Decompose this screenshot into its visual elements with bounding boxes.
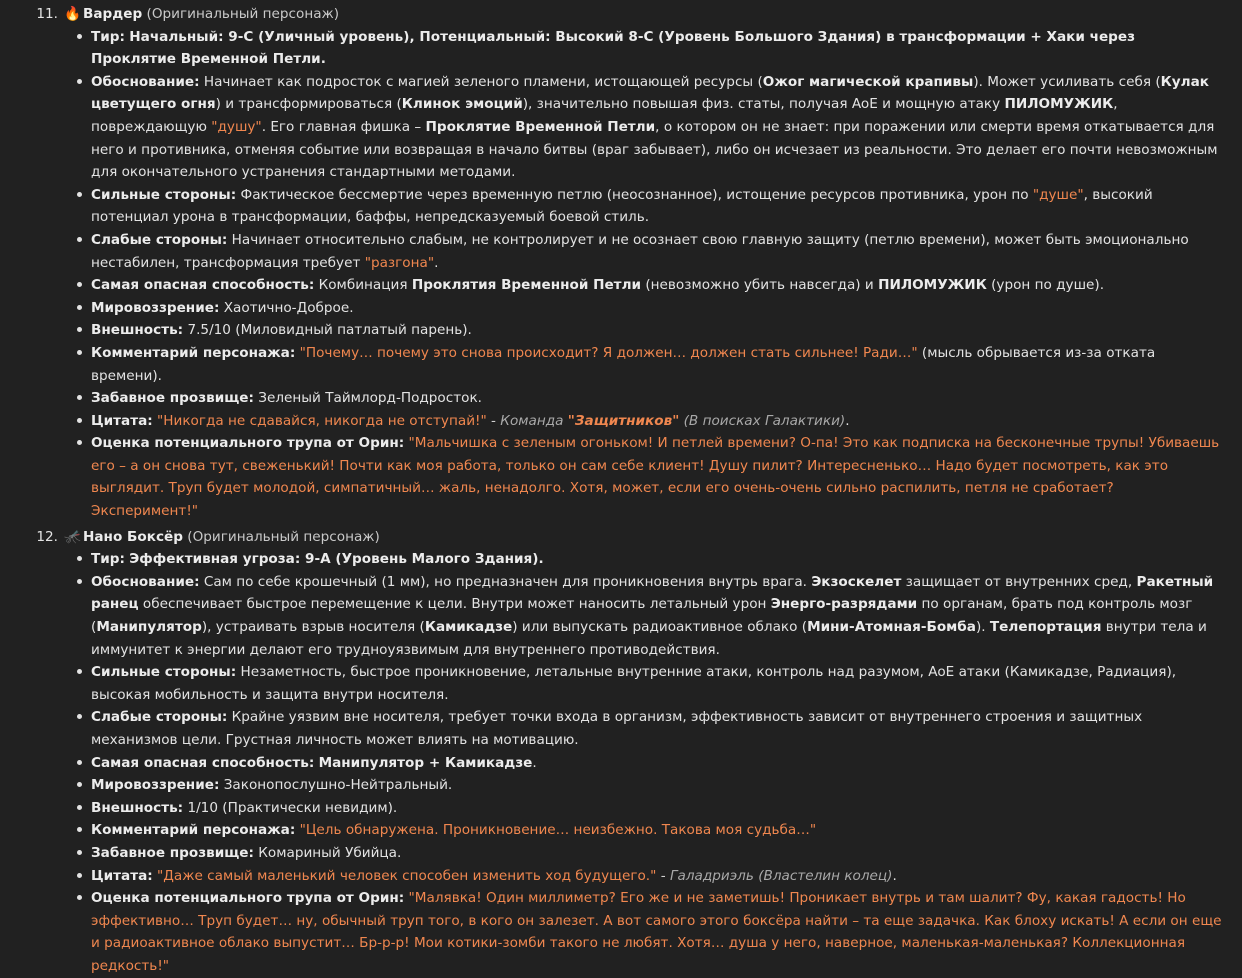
alignment-item: Мировоззрение: Законопослушно-Нейтральный. [91,774,1222,797]
citation-item: Цитата: "Никогда не сдавайся, никогда не отступай!" - Команда "Защитников" (В поисках Галактики). [91,410,1222,433]
tier-item: Тир: Эффективная угроза: 9-A (Уровень Малого Здания). [91,548,1222,571]
character-origin: (Оригинальный персонаж) [146,6,340,22]
character-heading [36,3,1222,26]
list-number: 11. [36,6,58,22]
corpse-rating-item: Оценка потенциального трупа от Орин: "Мальчишка с зеленым огоньком! И петлей времени? О-па! Это как подписка на бесконечные трупы! Убиваешь его – а он снова тут, свеженький! Почти как моя работа, только он сам себе клиент! Душу пилит? Интересненько… Надо будет посмотреть, как это выглядит. Труп будет молодой, симпатичный… жаль, ненадолго. Хотя, может, если его очень-очень сильно распилить, петля не сработает? Эксперимент!" [91,432,1222,522]
mosquito-icon: 🦟 [64,528,81,545]
comment-item: Комментарий персонажа: "Почему… почему это снова происходит? Я должен… должен стать сильнее! Ради…" (мысль обрывается из-за отката времени). [91,342,1222,387]
property-list [64,548,1222,977]
nickname-item: Забавное прозвище: Зеленый Таймлорд-Подросток. [91,387,1222,410]
dangerous-ability-item: Самая опасная способность: Комбинация Проклятия Временной Петли (невозможно убить навсегда) и ПИЛОМУЖИК (урон по душе). [91,274,1222,297]
weaknesses-item: Слабые стороны: Крайне уязвим вне носителя, требует точки входа в организм, эффективность зависит от внутреннего строения и защитных механизмов цели. Грустная личность может влиять на мотивацию. [91,706,1222,751]
nickname-item: Забавное прозвище: Комариный Убийца. [91,842,1222,865]
character-name: Вардер [83,6,143,22]
character-name: Нано Боксёр [83,528,183,545]
property-list [64,26,1222,523]
character-origin: (Оригинальный персонаж) [187,528,380,545]
tier-value: Начальный: 9-C (Уличный уровень), Потенциальный: Высокий 8-C (Уровень Большого Здания) в трансформации + Хаки через Проклятие Временной Петли. [91,28,1136,68]
alignment-item: Мировоззрение: Хаотично-Доброе. [91,297,1222,320]
corpse-rating-item: Оценка потенциального трупа от Орин: "Малявка! Один миллиметр? Его же и не заметишь! Проникает внутрь и там шалит? Фу, какая гадость! Но эффективно… Труп будет… ну, обычный труп того, в кого он залезет. А вот самого этого боксёра найти – та еще задачка. Как блоху искать! А если он еще и радиоактивное облако выпустит… Бр-р-р! Мои котики-зомби такого не любят. Хотя… душа у него, наверное, маленькая-маленькая? Коллекционная редкость!" [91,887,1222,977]
tier-item: Тир: Начальный: 9-C (Уличный уровень), Потенциальный: Высокий 8-C (Уровень Большого Здания) в трансформации + Хаки через Проклятие Временной Петли. [91,26,1222,71]
character-entry [0,3,1242,523]
justification-item: Обоснование: Сам по себе крошечный (1 мм), но предназначен для проникновения внутрь врага. Экзоскелет защищает от внутренних сред, Ракетный ранец обеспечивает быстрое перемещение к цели. Внутри может наносить летальный урон Энерго-разрядами по органам, брать под контроль мозг (Манипулятор), устраивать взрыв носителя (Камикадзе) или выпускать радиоактивное облако (Мини-Атомная-Бомба). Телепортация внутри тела и иммунитет к энергии делают его трудноуязвимым для внутреннего противодействия. [91,571,1222,661]
appearance-item: Внешность: 7.5/10 (Миловидный патлатый парень). [91,319,1222,342]
character-entry [0,526,1242,978]
appearance-item: Внешность: 1/10 (Практически невидим). [91,797,1222,820]
strengths-item: Сильные стороны: Незаметность, быстрое проникновение, летальные внутренние атаки, контроль над разумом, AoE атаки (Камикадзе, Радиация), высокая мобильность и защита внутри носителя. [91,661,1222,706]
document [0,3,1242,978]
fire-icon: 🔥 [64,6,81,22]
list-number: 12. [36,528,58,545]
dangerous-ability-item: Самая опасная способность: Манипулятор + Камикадзе. [91,752,1222,775]
citation-item: Цитата: "Даже самый маленький человек способен изменить ход будущего." - Галадриэль (Властелин колец). [91,865,1222,888]
comment-item: Комментарий персонажа: "Цель обнаружена. Проникновение… неизбежно. Такова моя судьба…" [91,819,1222,842]
character-heading [36,526,1222,549]
strengths-item: Сильные стороны: Фактическое бессмертие через временную петлю (неосознанное), истощение ресурсов противника, урон по "душе", высокий потенциал урона в трансформации, баффы, непредсказуемый боевой стиль. [91,184,1222,229]
justification-item: Обоснование: Начинает как подросток с магией зеленого пламени, истощающей ресурсы (Ожог магической крапивы). Может усиливать себя (Кулак цветущего огня) и трансформироваться (Клинок эмоций), значительно повышая физ. статы, получая AoE и мощную атаку ПИЛОМУЖИК, повреждающую "душу". Его главная фишка – Проклятие Временной Петли, о котором он не знает: при поражении или смерти время откатывается для него и противника, отменяя событие или возвращая в начало битвы (враг забывает), либо он исчезает из реальности. Это делает его почти невозможным для окончательного устранения стандартными методами. [91,71,1222,184]
weaknesses-item: Слабые стороны: Начинает относительно слабым, не контролирует и не осознает свою главную защиту (петлю времени), может быть эмоционально нестабилен, трансформация требует "разгона". [91,229,1222,274]
tier-value: Эффективная угроза: 9-A (Уровень Малого Здания). [129,551,544,568]
